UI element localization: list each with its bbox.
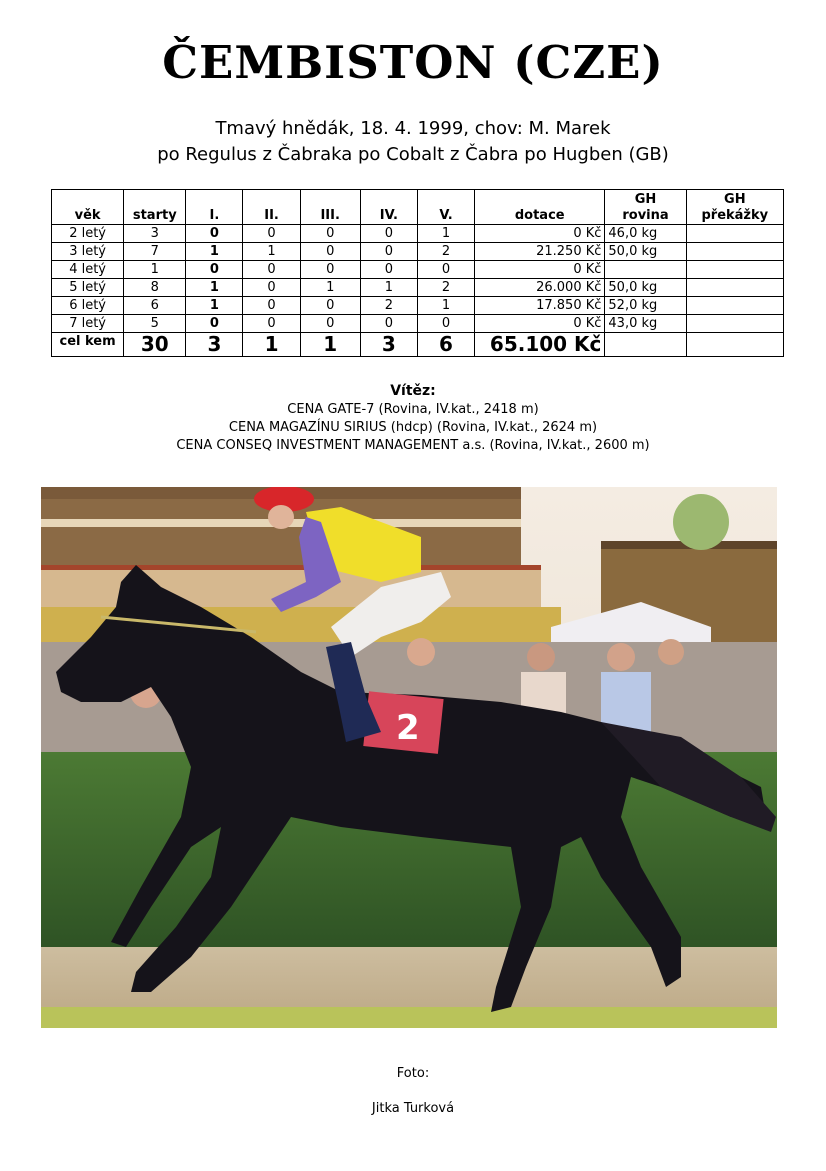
table-row (52, 243, 784, 261)
total-gh-flat (605, 333, 686, 357)
cell-first: 0 (186, 315, 243, 333)
cell-prize: 0 Kč (475, 315, 605, 333)
total-starts: 30 (124, 333, 186, 357)
spectator (407, 638, 435, 666)
cell-first: 0 (186, 225, 243, 243)
race-horse-photo (41, 487, 777, 1028)
total-third: 1 (300, 333, 360, 357)
winner-race: CENA GATE-7 (Rovina, IV.kat., 2418 m) (287, 402, 539, 417)
table-header-row (52, 190, 784, 225)
cell-fifth: 1 (417, 225, 474, 243)
cell-fourth: 1 (360, 279, 417, 297)
tree (673, 494, 729, 550)
cell-starts: 1 (124, 261, 186, 279)
cell-third: 0 (300, 225, 360, 243)
cell-first: 0 (186, 261, 243, 279)
photo-illustration (41, 487, 777, 1028)
total-fifth: 6 (417, 333, 474, 357)
table-total-row (52, 333, 784, 357)
col-fourth: IV. (360, 190, 417, 225)
horse-description: Tmavý hnědák, 18. 4. 1999, chov: M. Marek (215, 118, 611, 139)
total-gh-jump (686, 333, 783, 357)
cell-fourth: 0 (360, 243, 417, 261)
cell-age: 2 letý (52, 225, 124, 243)
cell-fifth: 2 (417, 279, 474, 297)
cell-age: 5 letý (52, 279, 124, 297)
photo-credit-label: Foto: (396, 1066, 430, 1081)
col-gh-flat (605, 190, 686, 225)
col-gh-flat-line2: rovina (622, 208, 669, 223)
col-third: III. (300, 190, 360, 225)
cell-age: 4 letý (52, 261, 124, 279)
col-starts: starty (124, 190, 186, 225)
col-second: II. (243, 190, 300, 225)
cell-prize: 0 Kč (475, 225, 605, 243)
cell-first: 1 (186, 297, 243, 315)
table-row (52, 315, 784, 333)
cell-third: 0 (300, 315, 360, 333)
cell-fifth: 0 (417, 315, 474, 333)
cell-fourth: 0 (360, 315, 417, 333)
table-row (52, 225, 784, 243)
col-gh-jump-line2: překážky (701, 208, 769, 223)
cell-fourth: 2 (360, 297, 417, 315)
cell-second: 0 (243, 315, 300, 333)
cell-fourth: 0 (360, 225, 417, 243)
table-row (52, 297, 784, 315)
winner-heading: Vítěz: (390, 383, 436, 399)
cell-first: 1 (186, 243, 243, 261)
cell-second: 1 (243, 243, 300, 261)
cell-gh-flat: 52,0 kg (605, 297, 686, 315)
cell-gh-flat (605, 261, 686, 279)
total-second: 1 (243, 333, 300, 357)
cell-fifth: 0 (417, 261, 474, 279)
cell-third: 0 (300, 243, 360, 261)
race-record-table (51, 189, 784, 357)
cell-prize: 26.000 Kč (475, 279, 605, 297)
col-prize: dotace (475, 190, 605, 225)
cell-third: 0 (300, 261, 360, 279)
col-gh-jump-line1: GH (724, 192, 746, 207)
cell-starts: 5 (124, 315, 186, 333)
total-first: 3 (186, 333, 243, 357)
cell-prize: 17.850 Kč (475, 297, 605, 315)
table-row (52, 279, 784, 297)
winner-race: CENA MAGAZÍNU SIRIUS (hdcp) (Rovina, IV.kat., 2624 m) (228, 420, 598, 435)
horse-name-title: ČEMBISTON (CZE) (162, 36, 664, 89)
grass-edge (41, 1007, 777, 1028)
table-row (52, 261, 784, 279)
cell-gh-flat: 50,0 kg (605, 279, 686, 297)
spectator (527, 643, 555, 671)
jockey-face (268, 505, 294, 529)
col-first: I. (186, 190, 243, 225)
cell-gh-flat: 43,0 kg (605, 315, 686, 333)
cell-starts: 7 (124, 243, 186, 261)
winner-race: CENA CONSEQ INVESTMENT MANAGEMENT a.s. (Rovina, IV.kat., 2600 m) (176, 438, 650, 453)
cell-age: 3 letý (52, 243, 124, 261)
cell-prize: 21.250 Kč (475, 243, 605, 261)
cell-second: 0 (243, 225, 300, 243)
cell-second: 0 (243, 297, 300, 315)
cell-gh-jump (686, 243, 783, 261)
cell-fourth: 0 (360, 261, 417, 279)
horse-pedigree: po Regulus z Čabraka po Cobalt z Čabra po Hugben (GB) (157, 144, 669, 165)
spectator (607, 643, 635, 671)
cell-gh-jump (686, 279, 783, 297)
cell-starts: 6 (124, 297, 186, 315)
total-prize: 65.100 Kč (475, 333, 605, 357)
cell-age: 7 letý (52, 315, 124, 333)
cell-gh-jump (686, 297, 783, 315)
cell-gh-jump (686, 225, 783, 243)
photo-credit-name: Jitka Turková (371, 1101, 455, 1116)
cell-third: 0 (300, 297, 360, 315)
col-fifth: V. (417, 190, 474, 225)
cell-third: 1 (300, 279, 360, 297)
cell-fifth: 2 (417, 243, 474, 261)
cell-second: 0 (243, 261, 300, 279)
cell-gh-jump (686, 261, 783, 279)
col-age: věk (52, 190, 124, 225)
cell-second: 0 (243, 279, 300, 297)
cell-fifth: 1 (417, 297, 474, 315)
cell-starts: 3 (124, 225, 186, 243)
spectator (658, 639, 684, 665)
cell-age: 6 letý (52, 297, 124, 315)
cell-gh-flat: 46,0 kg (605, 225, 686, 243)
col-gh-flat-line1: GH (634, 192, 657, 207)
cell-first: 1 (186, 279, 243, 297)
saddle-number: 2 (396, 708, 420, 748)
stand-balcony-rail (41, 565, 541, 570)
cell-prize: 0 Kč (475, 261, 605, 279)
total-fourth: 3 (360, 333, 417, 357)
cell-gh-flat: 50,0 kg (605, 243, 686, 261)
col-gh-jump (686, 190, 783, 225)
cell-gh-jump (686, 315, 783, 333)
cell-starts: 8 (124, 279, 186, 297)
total-label: cel kem (52, 333, 124, 357)
